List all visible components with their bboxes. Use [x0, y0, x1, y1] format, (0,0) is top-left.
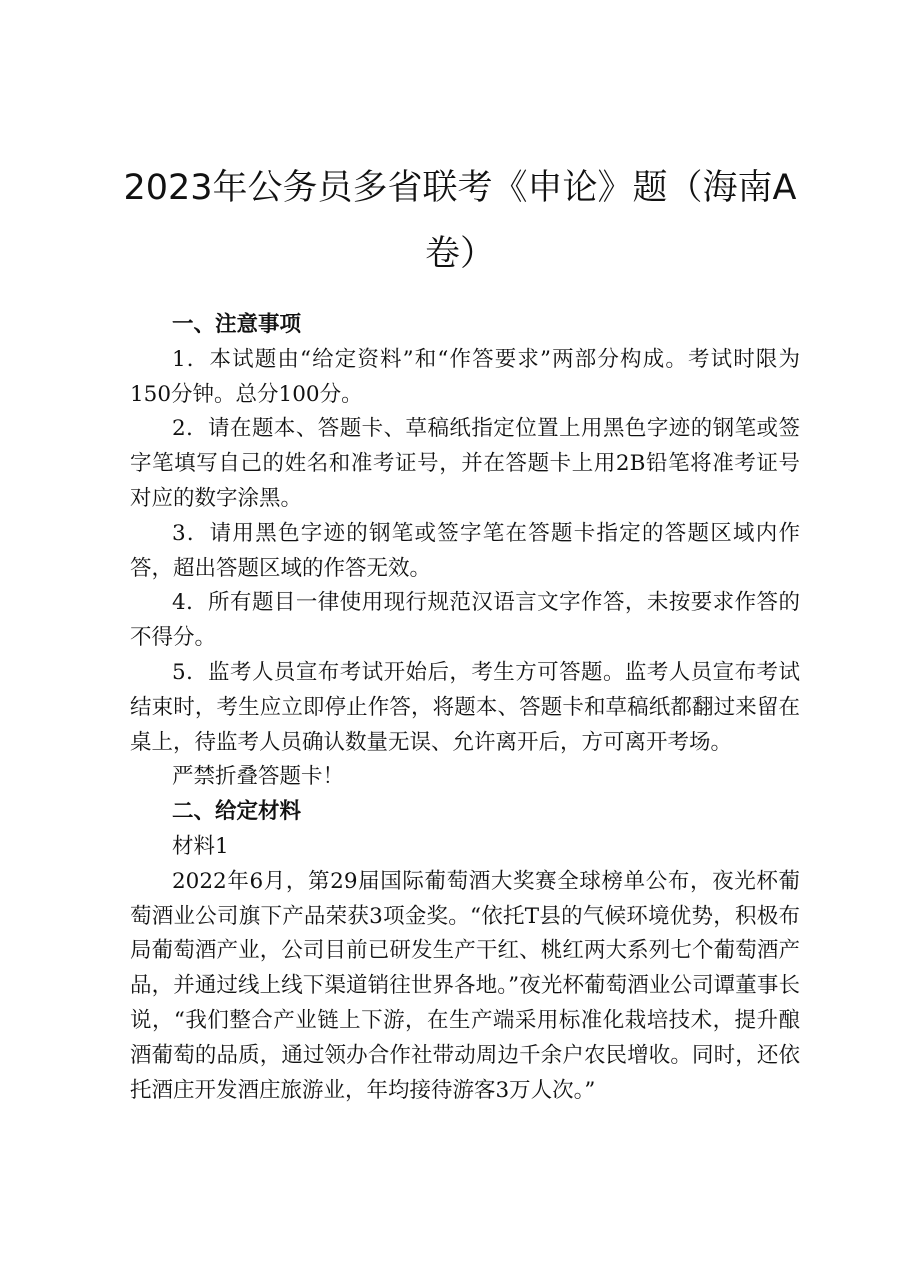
note-item-4: 4．所有题目一律使用现行规范汉语言文字作答，未按要求作答的不得分。: [130, 590, 800, 651]
material-1-label: 材料1: [172, 833, 229, 859]
note-item-3: 3．请用黑色字迹的钢笔或签字笔在答题卡指定的答题区域内作答，超出答题区域的作答无效。: [130, 520, 800, 581]
material-1-paragraph: 2022年6月，第29届国际葡萄酒大奖赛全球榜单公布，夜光杯葡萄酒业公司旗下产品荣获3项金奖。“依托T县的气候环境优势，积极布局葡萄酒产业，公司目前已研发生产干红、桃红两大系列七个葡萄酒产品，并通过线上线下渠道销往世界各地。”夜光杯葡萄酒业公司谭董事长说，“我们整合产业链上下游，在生产端采用标准化栽培技术，提升酿酒葡萄的品质，通过领办合作社带动周边千余户农民增收。同时，还依托酒庄开发酒庄旅游业，年均接待游客3万人次。”: [130, 868, 800, 1103]
note-item-5: 5．监考人员宣布考试开始后，考生方可答题。监考人员宣布考试结束时，考生应立即停止作答，将题本、答题卡和草稿纸都翻过来留在桌上，待监考人员确认数量无误、允许离开后，方可离开考场。: [130, 659, 800, 755]
section-heading-notes: 一、注意事项: [172, 312, 302, 337]
section-heading-materials: 二、给定材料: [172, 799, 302, 825]
document-body: [130, 308, 800, 1108]
document-title: [120, 155, 800, 287]
note-item-2: 2．请在题本、答题卡、草稿纸指定位置上用黑色字迹的钢笔或签字笔填写自己的姓名和准考证号，并在答题卡上用2B铅笔将准考证号对应的数字涂黑。: [130, 416, 800, 511]
title-line-1: 2023年公务员多省联考《申论》题（海南A: [123, 168, 797, 208]
title-line-2: 卷）: [424, 234, 495, 274]
note-item-1: 1．本试题由“给定资料”和“作答要求”两部分构成。考试时限为150分钟。总分100分。: [130, 346, 800, 407]
warning-text: 严禁折叠答题卡！: [172, 764, 345, 790]
